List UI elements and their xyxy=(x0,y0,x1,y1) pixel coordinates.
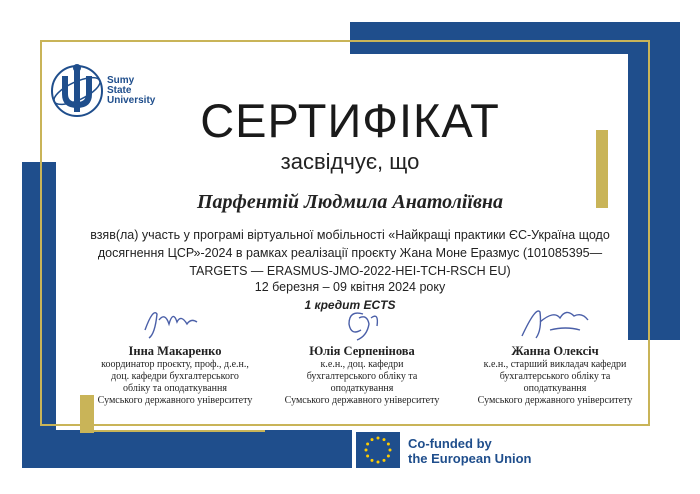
signature-1-icon xyxy=(135,300,215,346)
program-dates: 12 березня – 09 квітня 2024 року xyxy=(254,280,446,294)
signer-2-role-line2: бухгалтерського обліку та xyxy=(306,371,418,382)
signer-3 xyxy=(455,300,655,407)
certificate-title: СЕРТИФІКАТ xyxy=(200,94,500,147)
eu-cofunded-line2: the European Union xyxy=(408,451,532,466)
eu-star-icon xyxy=(387,443,390,446)
signer-1 xyxy=(70,300,280,407)
signer-2-name: Юлія Серпенінова xyxy=(309,344,415,358)
decor-blue-bottom xyxy=(22,430,352,468)
signer-2 xyxy=(262,300,462,407)
signature-2-icon xyxy=(327,300,397,346)
signer-1-role-line2: доц. кафедри бухгалтерського xyxy=(111,371,239,382)
eu-star-icon xyxy=(371,459,374,462)
signer-1-name: Інна Макаренко xyxy=(128,344,222,358)
eu-flag-icon xyxy=(356,432,400,468)
eu-star-icon xyxy=(366,455,369,458)
eu-star-icon xyxy=(383,459,386,462)
signer-2-role-line3: оподаткування xyxy=(330,383,394,394)
university-name-line2: State xyxy=(107,85,132,96)
signature-3-icon xyxy=(510,300,600,346)
eu-star-icon xyxy=(383,438,386,441)
eu-cofunded-line1: Co-funded by xyxy=(408,436,492,451)
eu-star-icon xyxy=(377,437,380,440)
signer-3-role-line3: оподаткування xyxy=(523,383,587,394)
eu-star-icon xyxy=(389,449,392,452)
participation-text: взяв(ла) участь у програмі віртуальної мобільності «Найкращі практики ЄС-Україна щодо досягнення ЦСР»-2024 в рамках реалізації проєкту Жана Моне Еразмус (101085395—TARGETS — ERASMUS-JMO-2022-HEI-TCH-RSCH EU) xyxy=(90,228,610,278)
recipient-name: Парфентій Людмила Анатоліївна xyxy=(196,191,504,213)
eu-star-icon xyxy=(377,461,380,464)
eu-star-icon xyxy=(365,449,368,452)
eu-star-icon xyxy=(387,455,390,458)
signer-3-role-line2: бухгалтерського обліку та xyxy=(499,371,611,382)
signer-1-role-line3: обліку та оподаткування xyxy=(122,383,227,394)
university-name-line3: University xyxy=(107,95,156,106)
signer-3-name: Жанна Олексіч xyxy=(511,344,599,358)
eu-cofunded-badge xyxy=(408,436,532,466)
eu-star-icon xyxy=(366,443,369,446)
signer-2-role-line4: Сумського державного університету xyxy=(284,395,440,406)
university-name-line1: Sumy xyxy=(107,75,135,86)
signer-2-role-line1: к.е.н., доц. кафедри xyxy=(320,359,404,370)
signer-1-role-line4: Сумського державного університету xyxy=(97,395,253,406)
certificate-subtitle: засвідчує, що xyxy=(280,149,420,174)
signer-1-role-line1: координатор проєкту, проф., д.е.н., xyxy=(101,359,249,370)
signer-3-role-line1: к.е.н., старший викладач кафедри xyxy=(483,359,627,370)
ects-credits: 1 кредит ECTS xyxy=(304,298,396,312)
signer-3-role-line4: Сумського державного університету xyxy=(477,395,633,406)
eu-star-icon xyxy=(371,438,374,441)
